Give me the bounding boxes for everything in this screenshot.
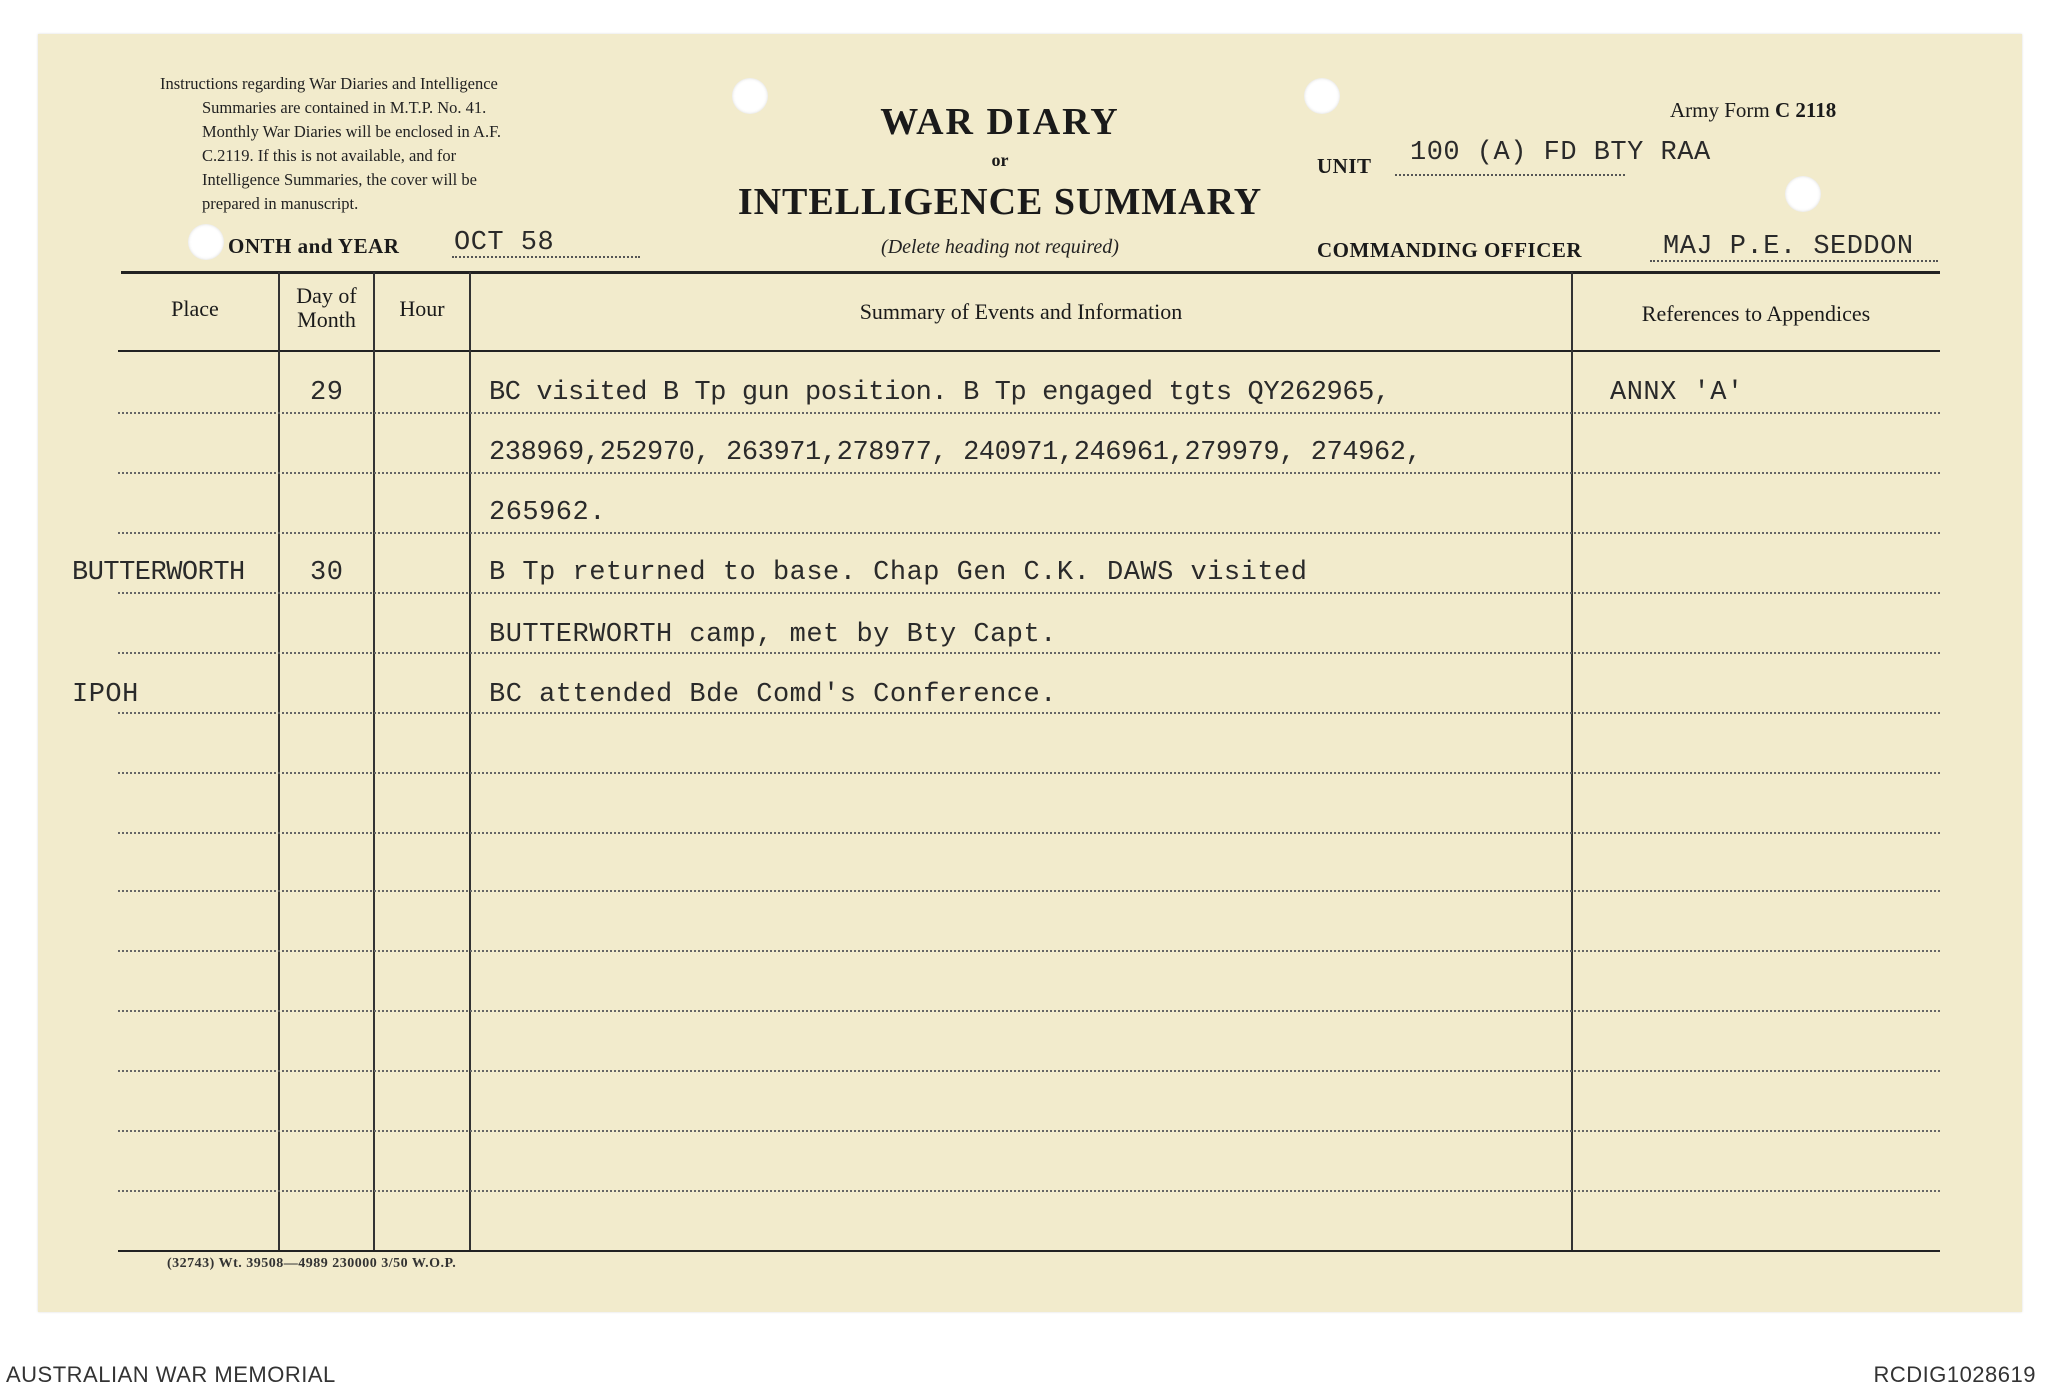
column-header-references: References to Appendices (1641, 301, 1871, 326)
table-row-day: 29 (310, 378, 344, 408)
table-row-day: 30 (310, 558, 344, 588)
row-line (118, 1070, 1940, 1072)
row-line (118, 592, 1940, 594)
unit-field-line (1395, 174, 1625, 176)
table-row-summary: 238969,252970, 263971,278977, 240971,246961,279979, 274962, (489, 438, 1422, 468)
instructions-line: Summaries are contained in M.T.P. No. 41. (202, 98, 487, 117)
army-form-number (1670, 98, 1836, 123)
row-line (118, 1010, 1940, 1012)
instructions-line: Monthly War Diaries will be enclosed in A.F. (202, 122, 502, 141)
row-line (118, 412, 1940, 414)
column-header-summary: Summary of Events and Information (859, 299, 1183, 324)
table-row-summary: BUTTERWORTH camp, met by Bty Capt. (489, 620, 1057, 650)
table-top-rule (121, 271, 1940, 274)
title-or: or (991, 150, 1009, 170)
column-header-day-line2: Month (297, 307, 356, 332)
unit-value: 100 (A) FD BTY RAA (1410, 138, 1711, 168)
month-year-value: OCT 58 (454, 228, 555, 258)
table-row-place: BUTTERWORTH (72, 558, 245, 588)
archive-strip (0, 1352, 2048, 1394)
row-line (118, 472, 1940, 474)
title-intelligence-summary: INTELLIGENCE SUMMARY (737, 181, 1263, 223)
table-row-summary: BC visited B Tp gun position. B Tp engaged tgts QY262965, (489, 378, 1390, 408)
table-bottom-rule (118, 1250, 1940, 1252)
table-header-rule (118, 350, 1940, 352)
row-line (118, 832, 1940, 834)
table-row-summary: B Tp returned to base. Chap Gen C.K. DAWS visited (489, 558, 1308, 588)
unit-label: UNIT (1317, 154, 1372, 178)
instructions-line: prepared in manuscript. (202, 194, 359, 213)
month-year-label: ONTH and YEAR (228, 234, 400, 258)
row-line (118, 772, 1940, 774)
instructions-text (160, 72, 652, 216)
table-row-place: IPOH (72, 680, 139, 710)
table-row-reference: ANNX 'A' (1610, 378, 1744, 408)
row-line (118, 890, 1940, 892)
row-line (118, 1130, 1940, 1132)
column-divider (373, 272, 375, 1250)
column-divider (1571, 272, 1573, 1250)
row-line (118, 1190, 1940, 1192)
archive-id: RCDIG1028619 (1873, 1362, 2036, 1387)
commanding-officer-value: MAJ P.E. SEDDON (1663, 232, 1914, 262)
column-header-day-line1: Day of (296, 283, 357, 308)
army-form-code: C 2118 (1775, 98, 1837, 122)
row-line (118, 652, 1940, 654)
document-sheet (38, 34, 2022, 1312)
print-code: (32743) Wt. 39508—4989 230000 3/50 W.O.P. (167, 1256, 457, 1271)
punch-hole (1304, 78, 1340, 114)
delete-heading-note: (Delete heading not required) (881, 236, 1119, 258)
instructions-line: Intelligence Summaries, the cover will be (202, 170, 477, 189)
instructions-line: C.2119. If this is not available, and for (202, 146, 457, 165)
instructions-line: Instructions regarding War Diaries and Intelligence (160, 74, 498, 93)
title-war-diary: WAR DIARY (880, 101, 1120, 143)
row-line (118, 950, 1940, 952)
punch-hole (188, 224, 224, 260)
column-header-day (280, 284, 373, 332)
punch-hole (1785, 176, 1821, 212)
column-header-hour: Hour (399, 296, 445, 321)
column-divider (469, 272, 471, 1250)
table-row-summary: BC attended Bde Comd's Conference. (489, 680, 1057, 710)
column-divider (278, 272, 280, 1250)
column-header-place: Place (171, 296, 219, 321)
row-line (118, 532, 1940, 534)
army-form-prefix: Army Form (1670, 98, 1770, 122)
table-row-summary: 265962. (489, 498, 606, 528)
commanding-officer-label: COMMANDING OFFICER (1317, 238, 1583, 262)
row-line (118, 712, 1940, 714)
archive-name: AUSTRALIAN WAR MEMORIAL (6, 1362, 336, 1387)
